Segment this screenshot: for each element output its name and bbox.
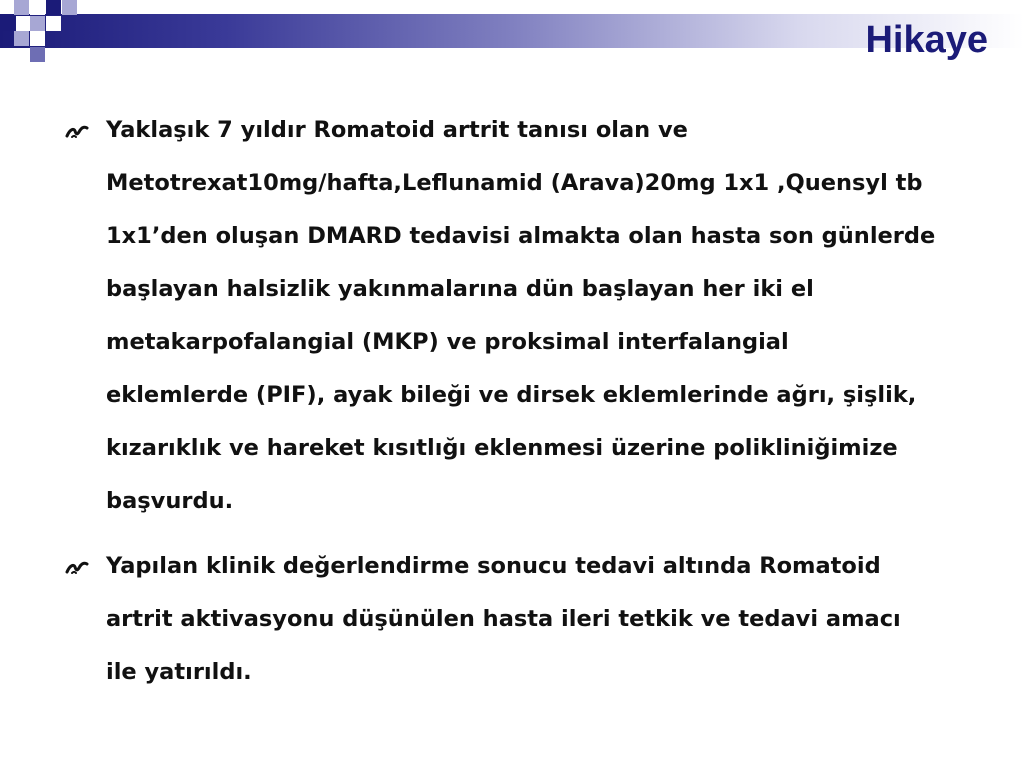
text-line: başlayan halsizlik yakınmalarına dün başlayan her iki el	[106, 276, 814, 302]
text-line: eklemlerde (PIF), ayak bileği ve dirsek eklemlerinde ağrı, şişlik,	[106, 382, 917, 408]
decor-square	[30, 16, 45, 31]
bullet-list	[64, 104, 974, 711]
bullet-text	[106, 540, 974, 699]
text-line: Yaklaşık 7 yıldır Romatoid artrit tanısı olan ve	[106, 117, 688, 143]
scroll-bullet-icon	[64, 116, 90, 142]
decor-square	[30, 0, 45, 15]
bullet-item	[64, 540, 974, 699]
text-line: artrit aktivasyonu düşünülen hasta ileri tetkik ve tedavi amacı	[106, 606, 901, 632]
text-line: Metotrexat10mg/hafta,Leflunamid (Arava)20mg 1x1 ,Quensyl tb	[106, 170, 923, 196]
decor-square	[46, 0, 61, 15]
decor-square	[62, 0, 77, 15]
decor-square	[0, 16, 15, 31]
text-line: metakarpofalangial (MKP) ve proksimal interfalangial	[106, 329, 789, 355]
bullet-text	[106, 104, 974, 528]
decor-square	[46, 16, 61, 31]
text-line: başvurdu.	[106, 488, 234, 514]
scroll-bullet-icon	[64, 552, 90, 578]
bullet-item	[64, 104, 974, 528]
decor-square	[14, 0, 29, 15]
decor-square	[30, 31, 45, 46]
decor-square	[30, 47, 45, 62]
decor-square	[14, 31, 29, 46]
decor-square	[16, 16, 31, 31]
text-line: kızarıklık ve hareket kısıtlığı eklenmesi üzerine polikliniğimize	[106, 435, 898, 461]
text-line: ile yatırıldı.	[106, 659, 252, 685]
text-line: 1x1’den oluşan DMARD tedavisi almakta olan hasta son günlerde	[106, 223, 936, 249]
slide-title: Hikaye	[865, 19, 988, 61]
text-line: Yapılan klinik değerlendirme sonucu tedavi altında Romatoid	[106, 553, 881, 579]
